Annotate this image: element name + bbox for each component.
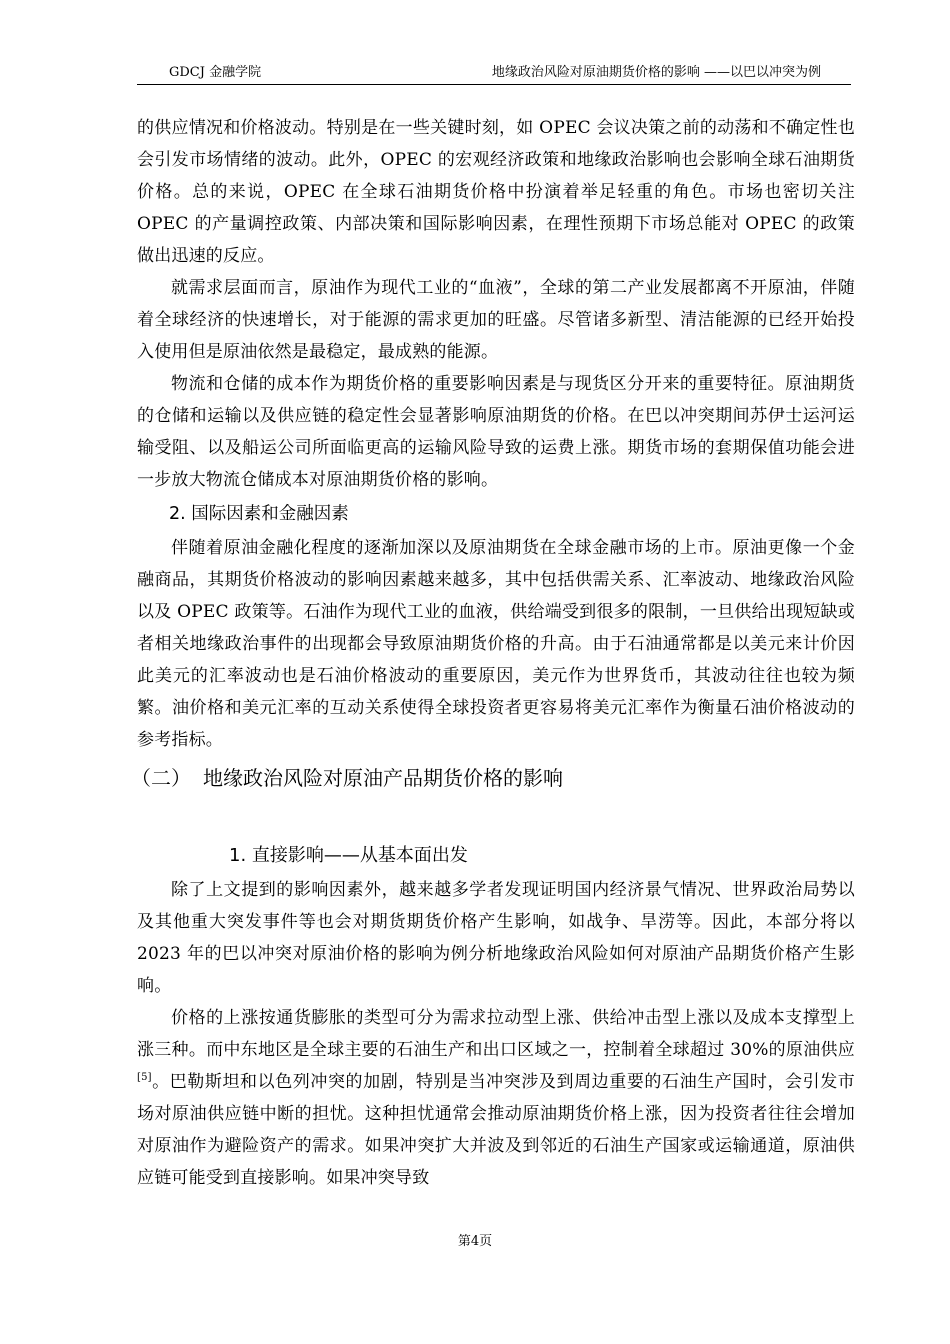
- page-number: 第4页: [457, 1234, 493, 1249]
- header-institution: GDCJ 金融学院: [169, 65, 262, 80]
- paragraph-opec: 的供应情况和价格波动。特别是在一些关键时刻，如 OPEC 会议决策之前的动荡和不确定性也会引发市场情绪的波动。此外，OPEC 的宏观经济政策和地缘政治影响也会影响全球石油期货价格。总的来说，OPEC 在全球石油期货价格中扮演着举足轻重的角色。市场也密切关注 OPEC 的产量调控政策、内部决策和国际影响因素，在理性预期下市场总能对 OPEC 的政策做出迅速的反应。: [137, 118, 855, 266]
- paragraph-price-rise-part1: 价格的上涨按通货膨胀的类型可分为需求拉动型上涨、供给冲击型上涨以及成本支撑型上涨三种。而中东地区是全球主要的石油生产和出口区域之一，控制着全球超过 30%的原油供应: [137, 1008, 855, 1060]
- section-title: 地缘政治风险对原油产品期货价格的影响: [203, 766, 563, 790]
- heading-international-financial-factors: 2. 国际因素和金融因素: [169, 504, 349, 524]
- paragraph-logistics: 物流和仓储的成本作为期货价格的重要影响因素是与现货区分开来的重要特征。原油期货的仓储和运输以及供应链的稳定性会显著影响原油期货的价格。在巴以冲突期间苏伊士运河运输受阻、以及船运公司所面临更高的运输风险导致的运费上涨。期货市场的套期保值功能会进一步放大物流仓储成本对原油期货价格的影响。: [137, 374, 855, 490]
- header-paper-title: 地缘政治风险对原油期货价格的影响 ——以巴以冲突为例: [491, 65, 821, 80]
- paragraph-financialization: 伴随着原油金融化程度的逐渐加深以及原油期货在全球金融市场的上市。原油更像一个金融商品，其期货价格波动的影响因素越来越多，其中包括供需关系、汇率波动、地缘政治风险以及 OPEC 政策等。石油作为现代工业的血液，供给端受到很多的限制，一旦供给出现短缺或者相关地缘政治事件的出现都会导致原油期货价格的升高。由于石油通常都是以美元来计价因此美元的汇率波动也是石油价格波动的重要原因，美元作为世界货币，其波动往往也较为频繁。油价格和美元汇率的互动关系使得全球投资者更容易将美元汇率作为衡量石油价格波动的参考指标。: [137, 538, 855, 750]
- page-body: [131, 112, 855, 1194]
- paragraph-demand: 就需求层面而言，原油作为现代工业的“血液”，全球的第二产业发展都离不开原油，伴随着全球经济的快速增长，对于能源的需求更加的旺盛。尽管诸多新型、清洁能源的已经开始投入使用但是原油依然是最稳定，最成熟的能源。: [137, 278, 855, 362]
- page-header: [137, 62, 851, 85]
- heading-direct-impact: 1. 直接影响——从基本面出发: [229, 845, 468, 866]
- paragraph-other-factors: 除了上文提到的影响因素外，越来越多学者发现证明国内经济景气情况、世界政治局势以及其他重大突发事件等也会对期货期货价格产生影响，如战争、旱涝等。因此，本部分将以 2023 年的巴以冲突对原油价格的影响为例分析地缘政治风险如何对原油产品期货价格产生影响。: [137, 880, 855, 996]
- citation-ref[interactable]: [5]: [137, 1072, 152, 1083]
- section-heading-2: [131, 756, 855, 800]
- section-number: （二）: [131, 766, 191, 790]
- paragraph-price-rise-part2: 。巴勒斯坦和以色列冲突的加剧，特别是当冲突涉及到周边重要的石油生产国时，会引发市场对原油供应链中断的担忧。这种担忧通常会推动原油期货价格上涨，因为投资者往往会增加对原油作为避险资产的需求。如果冲突扩大并波及到邻近的石油生产国家或运输通道，原油供应链可能受到直接影响。如果冲突导致: [137, 1072, 855, 1188]
- paragraph-price-rise: [137, 1002, 855, 1194]
